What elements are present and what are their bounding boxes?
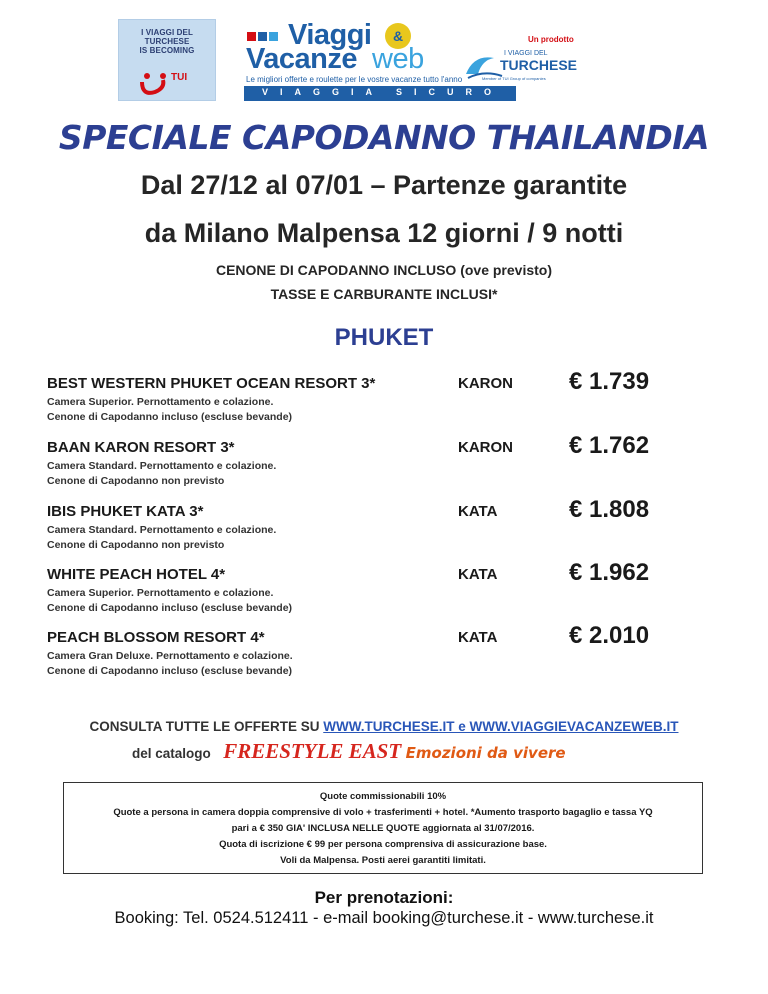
turchese-top: I VIAGGI DEL <box>504 50 548 57</box>
booking-heading: Per prenotazioni: <box>314 888 454 907</box>
terms-line: pari a € 350 GIA' INCLUSA NELLE QUOTE aggiornata al 31/07/2016. <box>231 823 535 834</box>
hotel-row <box>0 496 768 567</box>
departure-subtitle: da Milano Malpensa 12 giorni / 9 notti <box>144 218 624 248</box>
turchese-name: TURCHESE <box>500 57 578 73</box>
hotel-name: BEST WESTERN PHUKET OCEAN RESORT 3* <box>47 375 376 392</box>
vv-word-web: web <box>372 43 424 75</box>
catalog-line <box>132 739 566 764</box>
destination-heading: PHUKET <box>334 324 434 351</box>
hotel-name: WHITE PEACH HOTEL 4* <box>47 566 226 583</box>
turchese-sub: Member of TUI Group of companies <box>482 76 546 81</box>
hotel-location: KATA <box>458 629 498 646</box>
terms-line: Quote commissionabili 10% <box>319 791 447 802</box>
catalog-tagline: Emozioni da vivere <box>405 744 566 762</box>
tui-logo-line1: I VIAGGI DEL <box>141 28 193 37</box>
hotel-price: € 2.010 <box>569 622 650 649</box>
vv-ampersand: & <box>385 23 411 49</box>
dates-subtitle: Dal 27/12 al 07/01 – Partenze garantite <box>140 170 628 200</box>
hotel-room: Camera Gran Deluxe. Pernottamento e colazione. <box>47 650 293 662</box>
turchese-product-label: Un prodotto <box>528 35 574 44</box>
catalog-name: FREESTYLE EAST <box>223 739 402 763</box>
hotel-dinner: Cenone di Capodanno incluso (escluse bevande) <box>47 411 293 423</box>
tui-brand: TUI <box>171 72 188 83</box>
hotel-row <box>0 622 768 693</box>
offers-line <box>0 719 768 734</box>
hotel-name: BAAN KARON RESORT 3* <box>47 439 235 456</box>
hotel-price: € 1.808 <box>569 496 650 523</box>
terms-line: Quota di iscrizione € 99 per persona comprensiva di assicurazione base. <box>219 839 547 850</box>
vv-banner-right: SICURO <box>396 87 504 97</box>
dinner-info: CENONE DI CAPODANNO INCLUSO (ove previsto) <box>215 262 553 278</box>
tui-logo <box>118 19 216 101</box>
turchese-logo <box>464 48 578 92</box>
terms-box <box>63 782 703 874</box>
hotel-location: KARON <box>458 439 513 456</box>
offers-prefix: CONSULTA TUTTE LE OFFERTE SU <box>89 719 324 734</box>
tui-logo-line2: TURCHESE <box>144 37 190 46</box>
terms-line: Voli da Malpensa. Posti aerei garantiti limitati. <box>280 855 486 866</box>
hotel-room: Camera Superior. Pernottamento e colazione. <box>47 396 274 408</box>
hotel-room: Camera Standard. Pernottamento e colazione. <box>47 460 277 472</box>
hotel-name: PEACH BLOSSOM RESORT 4* <box>47 629 265 646</box>
vv-word-vacanze: Vacanze <box>246 43 357 75</box>
catalog-label: del catalogo <box>132 746 211 761</box>
tax-info: TASSE E CARBURANTE INCLUSI* <box>270 286 498 302</box>
hotel-price: € 1.762 <box>569 432 650 459</box>
hotel-dinner: Cenone di Capodanno non previsto <box>47 539 225 551</box>
vv-word-viaggi: Viaggi <box>288 19 372 51</box>
hotel-dinner: Cenone di Capodanno incluso (escluse bevande) <box>47 602 293 614</box>
hotel-row <box>0 432 768 503</box>
wave-icon <box>464 48 504 88</box>
offers-link[interactable]: WWW.TURCHESE.IT e WWW.VIAGGIEVACANZEWEB.IT <box>323 719 679 734</box>
vv-tagline: Le migliori offerte e roulette per le vostre vacanze tutto l'anno <box>246 75 463 84</box>
hotel-location: KATA <box>458 503 498 520</box>
hotel-room: Camera Superior. Pernottamento e colazione. <box>47 587 274 599</box>
hotel-price: € 1.739 <box>569 368 650 395</box>
hotel-price: € 1.962 <box>569 559 650 586</box>
vv-banner-left: VIAGGIA <box>262 87 385 97</box>
hotel-row <box>0 559 768 630</box>
booking-contacts: Booking: Tel. 0524.512411 - e-mail booking@turchese.it - www.turchese.it <box>114 909 654 927</box>
tui-logo-line3: IS BECOMING <box>139 46 195 55</box>
hotel-room: Camera Standard. Pernottamento e colazione. <box>47 524 277 536</box>
hotel-row <box>0 368 768 439</box>
hotel-location: KATA <box>458 566 498 583</box>
hotel-dinner: Cenone di Capodanno incluso (escluse bevande) <box>47 665 293 677</box>
hotel-dinner: Cenone di Capodanno non previsto <box>47 475 225 487</box>
hotel-location: KARON <box>458 375 513 392</box>
tui-smile-icon <box>139 70 199 98</box>
hotel-name: IBIS PHUKET KATA 3* <box>47 503 204 520</box>
page-title: SPECIALE CAPODANNO THAILANDIA <box>58 118 710 157</box>
terms-line: Quote a persona in camera doppia comprensive di volo + trasferimenti + hotel. *Aumento trasporto bagaglio e tassa YQ <box>113 807 653 818</box>
